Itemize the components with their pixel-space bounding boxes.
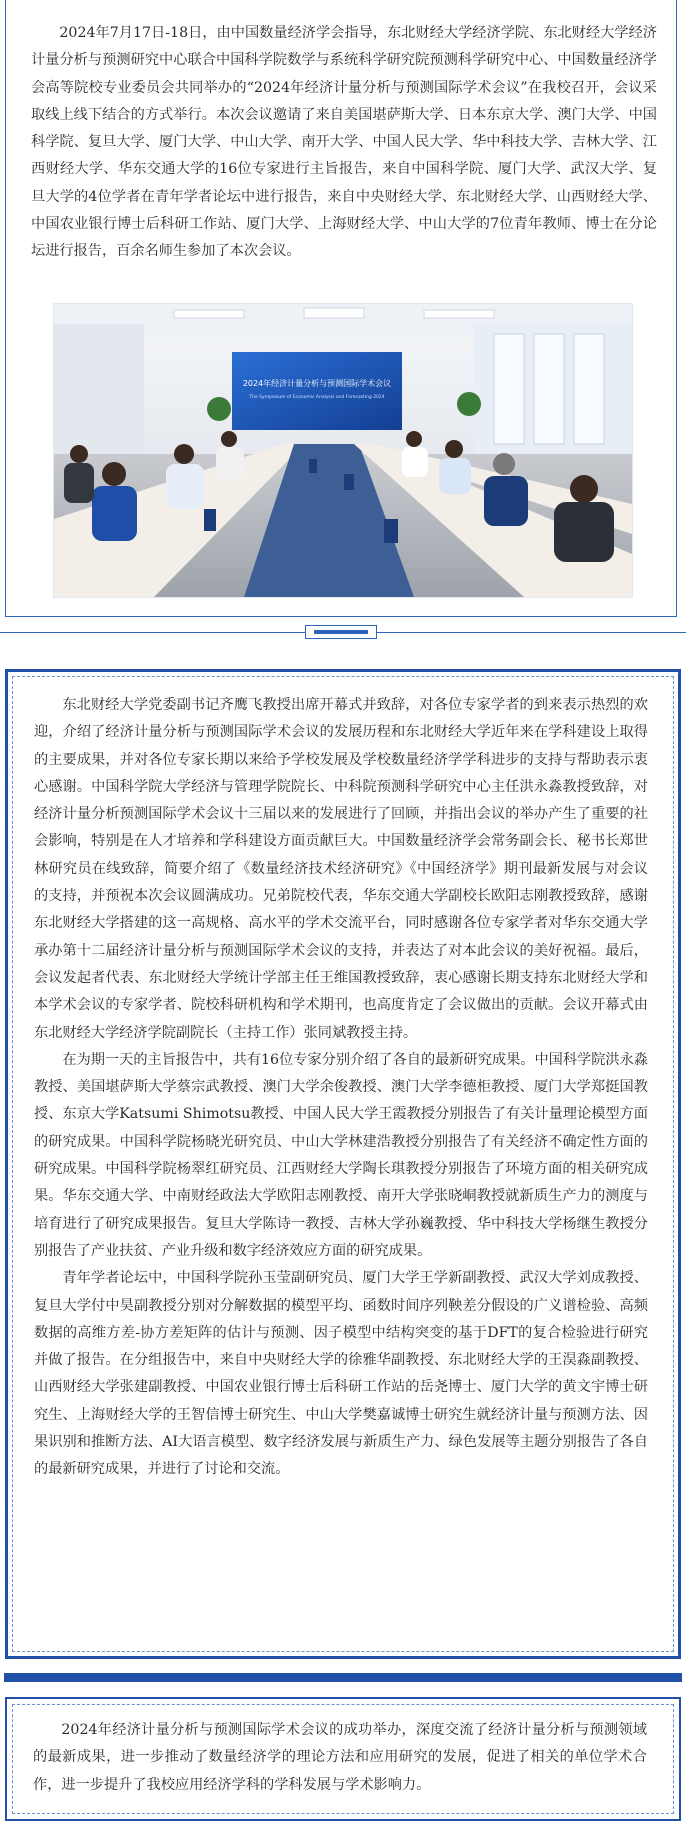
conference-room-illustration [54,304,632,597]
conference-photo [53,303,633,598]
screen-subtitle: The Symposium of Economic Analysis and Forecasting 2024 [249,395,385,400]
conclusion-text [33,1717,647,1799]
section-divider-marker [305,625,377,639]
ceremony-text [34,692,648,1484]
intro-text [31,20,657,266]
thick-divider [4,1673,682,1682]
conclusion-section [5,1697,681,1821]
ceremony-section [5,669,681,1659]
conference-screen [232,352,402,430]
intro-section [5,0,677,617]
young-scholars-paragraph: 青年学者论坛中，中国科学院孙玉莹副研究员、厦门大学王学新副教授、武汉大学刘成教授、复旦大学付中昊副教授分别对分解数据的模型平均、函数时间序列鞅差分假设的广义谱检验、高频数据的高维方差-协方差矩阵的估计与预测、因子模型中结构突变的基于DFT的复合检验进行研究并做了报告。在分组报告中，来自中央财经大学的徐雅华副教授、东北财经大学的王淏淼副教授、山西财经大学张建副教授、中国农业银行博士后科研工作站的岳尧博士、厦门大学的黄文宇博士研究生、上海财经大学的王智信博士研究生、中山大学樊嘉诚博士研究生就经济计量与预测方法、因果识别和推断方法、AI大语言模型、数字经济发展与新质生产力、绿色发展等主题分别报告了各自的最新研究成果，并进行了讨论和交流。 [34,1270,648,1478]
keynote-paragraph: 在为期一天的主旨报告中，共有16位专家分别介绍了各自的最新研究成果。中国科学院洪永淼教授、美国堪萨斯大学蔡宗武教授、澳门大学余俊教授、澳门大学李德柜教授、厦门大学郑挺国教授、东京大学Katsumi Shimotsu教授、中国人民大学王霞教授分别报告了有关计量理论模型方面的研究成果。中国科学院杨晓光研究员、中山大学林建浩教授分别报告了有关经济不确定性方面的研究成果。中国科学院杨翠红研究员、江西财经大学陶长琪教授分别报告了环境方面的相关研究成果。华东交通大学、中南财经政法大学欧阳志刚教授、南开大学张晓峒教授就新质生产力的测度与培育进行了研究成果报告。复旦大学陈诗一教授、吉林大学孙巍教授、华中科技大学杨继生教授分别报告了产业扶贫、产业升级和数字经济效应方面的研究成果。 [34,1051,648,1259]
opening-paragraph: 东北财经大学党委副书记齐鹰飞教授出席开幕式并致辞，对各位专家学者的到来表示热烈的欢迎，介绍了经济计量分析与预测国际学术会议的发展历程和东北财经大学近年来在学科建设上取得的主要成果，并对各位专家长期以来给予学校发展及学校数量经济学学科进步的支持与帮助表示衷心感谢。中国科学院大学经济与管理学院院长、中科院预测科学研究中心主任洪永淼教授致辞，对经济计量分析预测国际学术会议十三届以来的发展进行了回顾，并指出会议的举办产生了重要的社会影响，特别是在人才培养和学科建设方面贡献巨大。中国数量经济学会常务副会长、秘书长郑世林研究员在线致辞，简要介绍了《数量经济技术经济研究》《中国经济学》期刊最新发展与对会议的支持，并预祝本次会议圆满成功。兄弟院校代表，华东交通大学副校长欧阳志刚教授致辞，感谢东北财经大学搭建的这一高规格、高水平的学术交流平台，同时感谢各位专家学者对华东交通大学承办第十二届经济计量分析与预测国际学术会议的支持，并表达了对本此会议的美好祝福。最后，会议发起者代表、东北财经大学统计学部主任王维国教授致辞，衷心感谢长期支持东北财经大学和本学术会议的专家学者、院校科研机构和学术期刊，也高度肯定了会议做出的贡献。会议开幕式由东北财经大学经济学院副院长（主持工作）张同斌教授主持。 [34,697,648,1041]
conclusion-paragraph: 2024年经济计量分析与预测国际学术会议的成功举办，深度交流了经济计量分析与预测领域的最新成果，进一步推动了数量经济学的理论方法和应用研究的发展，促进了相关的单位学术合作，进一步提升了我校应用经济学科的学科发展与学术影响力。 [33,1722,647,1793]
screen-title: 2024年经济计量分析与预测国际学术会议 [242,379,392,388]
intro-paragraph: 2024年7月17日-18日，由中国数量经济学会指导，东北财经大学经济学院、东北财经大学经济计量分析与预测研究中心联合中国科学院数学与系统科学研究院预测科学研究中心、中国数量经济学会高等院校专业委员会共同举办的“2024年经济计量分析与预测国际学术会议”在我校召开，会议采取线上线下结合的方式举行。本次会议邀请了来自美国堪萨斯大学、日本东京大学、澳门大学、中国科学院、复旦大学、厦门大学、中山大学、南开大学、中国人民大学、华中科技大学、吉林大学、江西财经大学、华东交通大学的16位专家进行主旨报告，来自中国科学院、厦门大学、武汉大学、复旦大学的4位学者在青年学者论坛中进行报告，来自中央财经大学、东北财经大学、山西财经大学、中国农业银行博士后科研工作站、厦门大学、上海财经大学、中山大学的7位青年教师、博士在分论坛进行报告，百余名师生参加了本次会议。 [31,25,657,260]
